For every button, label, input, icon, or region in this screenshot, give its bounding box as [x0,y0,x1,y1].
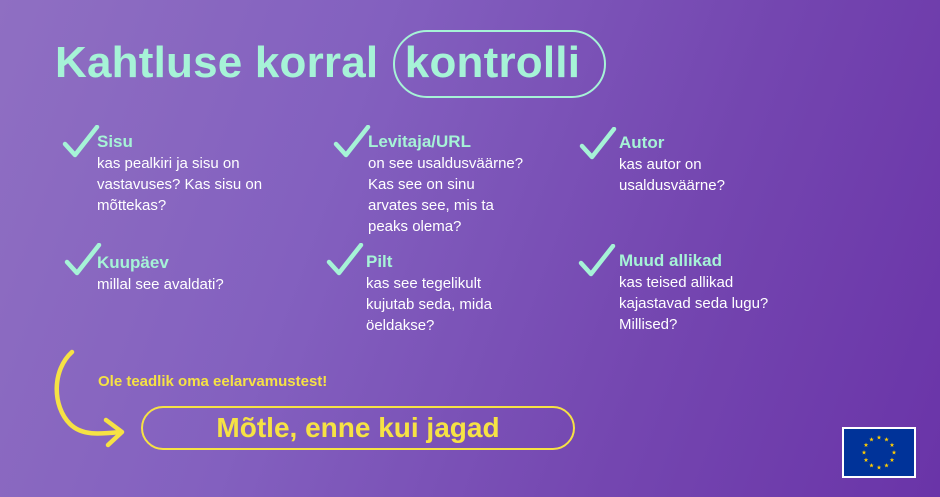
item-title: Autor [619,133,665,152]
page-title [55,30,606,98]
item-text: millal see avaldati? [97,276,224,293]
title-main: Kahtluse korral [55,38,379,87]
eu-flag-icon [842,427,916,478]
slogan-text: Mõtle, enne kui jagad [216,412,500,443]
bias-reminder: Ole teadlik oma eelarvamustest! [98,373,328,390]
item-title: Sisu [97,132,133,151]
item-title: Muud allikad [619,251,722,270]
check-mark-icon [62,125,100,159]
curved-arrow-icon [50,348,130,464]
checklist-item-image [366,251,492,336]
check-mark-icon [333,125,371,159]
item-text: kas pealkiri ja sisu on vastavuses? Kas sisu on mõttekas? [97,155,263,214]
item-text: kas see tegelikult kujutab seda, mida öeldakse? [366,275,492,334]
item-title: Levitaja/URL [368,132,471,151]
checklist-item-other-sources [619,250,768,335]
title-highlight: kontrolli [393,30,606,98]
item-title: Kuupäev [97,253,169,272]
check-mark-icon [578,244,616,278]
checklist-item-author [619,132,725,196]
item-text: kas autor on usaldusväärne? [619,156,725,194]
check-mark-icon [579,127,617,161]
item-text: on see usaldusväärne? Kas see on sinu arvates see, mis ta peaks olema? [368,155,524,235]
checklist-item-distributor [368,131,523,237]
checklist-item-date [97,252,224,295]
slogan [141,406,575,450]
checklist-item-content [97,131,262,216]
item-text: kas teised allikad kajastavad seda lugu? Millised? [619,274,769,333]
check-mark-icon [326,243,364,277]
item-title: Pilt [366,252,393,271]
